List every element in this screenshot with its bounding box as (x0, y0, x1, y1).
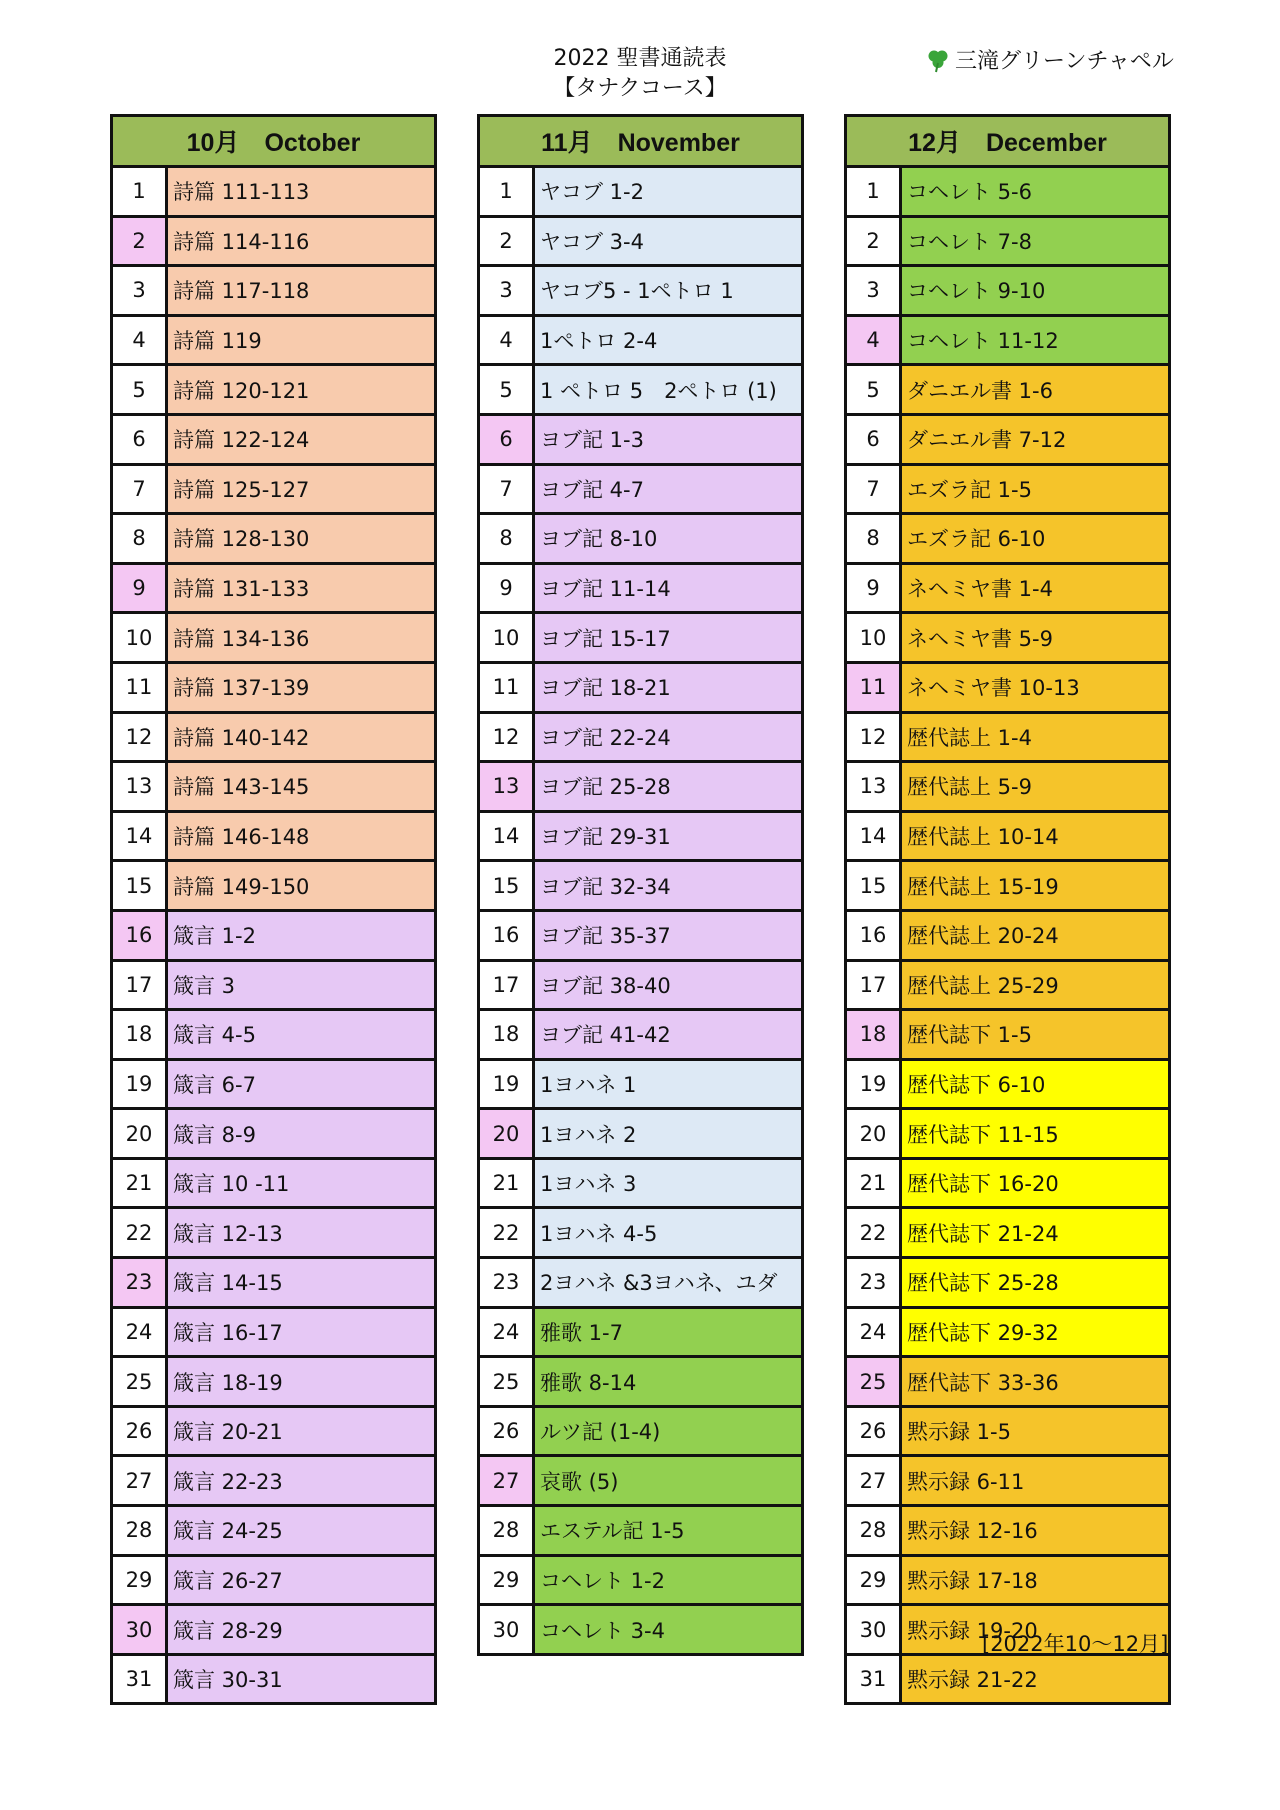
table-row (480, 614, 801, 664)
reading-rows (480, 168, 801, 1653)
reading-passage: 1ヨハネ 3 (535, 1160, 801, 1207)
reading-passage: 詩篇 137-139 (168, 664, 434, 711)
day-number: 20 (113, 1110, 168, 1157)
day-number: 22 (847, 1209, 902, 1256)
day-number: 28 (113, 1507, 168, 1554)
day-number: 7 (113, 466, 168, 513)
reading-passage: ヨブ記 1-3 (535, 416, 801, 463)
church-name-text: 三滝グリーンチャペル (955, 49, 1174, 74)
day-number: 14 (847, 813, 902, 860)
table-row (480, 565, 801, 615)
day-number: 16 (113, 912, 168, 959)
table-row (113, 714, 434, 764)
table-row (113, 366, 434, 416)
day-number: 10 (480, 614, 535, 661)
reading-passage: 箴言 6-7 (168, 1061, 434, 1108)
day-number: 19 (480, 1061, 535, 1108)
day-number: 18 (480, 1011, 535, 1058)
table-row (480, 1259, 801, 1309)
day-number: 22 (480, 1209, 535, 1256)
table-row (847, 664, 1168, 714)
day-number: 23 (480, 1259, 535, 1306)
day-number: 13 (113, 763, 168, 810)
reading-passage: 箴言 10 -11 (168, 1160, 434, 1207)
table-row (113, 763, 434, 813)
day-number: 29 (113, 1557, 168, 1604)
title-line-2: 【タナクコース】 (553, 76, 727, 101)
table-row (113, 1309, 434, 1359)
day-number: 22 (113, 1209, 168, 1256)
table-row (480, 267, 801, 317)
day-number: 1 (480, 168, 535, 215)
table-row (480, 714, 801, 764)
day-number: 12 (113, 714, 168, 761)
table-row (847, 1011, 1168, 1061)
day-number: 12 (480, 714, 535, 761)
table-row (480, 912, 801, 962)
day-number: 21 (847, 1160, 902, 1207)
reading-passage: 黙示録 6-11 (902, 1457, 1168, 1504)
reading-passage: ヤコブ 3-4 (535, 218, 801, 265)
table-row (480, 1457, 801, 1507)
reading-passage: ヨブ記 11-14 (535, 565, 801, 612)
reading-passage: 箴言 18-19 (168, 1358, 434, 1405)
day-number: 4 (480, 317, 535, 364)
month-header: 10月 October (113, 117, 434, 168)
day-number: 30 (847, 1606, 902, 1653)
table-row (847, 1507, 1168, 1557)
table-row (113, 1259, 434, 1309)
table-row (847, 515, 1168, 565)
table-row (113, 515, 434, 565)
reading-passage: 詩篇 122-124 (168, 416, 434, 463)
reading-passage: ヨブ記 35-37 (535, 912, 801, 959)
day-number: 6 (847, 416, 902, 463)
reading-passage: ヤコブ5 - 1ペトロ 1 (535, 267, 801, 314)
reading-passage: 箴言 8-9 (168, 1110, 434, 1157)
day-number: 26 (847, 1408, 902, 1455)
reading-passage: 1 ペトロ 5 2ペトロ (1) (535, 366, 801, 413)
table-row (480, 168, 801, 218)
table-row (847, 416, 1168, 466)
reading-passage: コヘレト 1-2 (535, 1557, 801, 1604)
reading-passage: 歴代誌上 25-29 (902, 962, 1168, 1009)
table-row (847, 763, 1168, 813)
day-number: 21 (113, 1160, 168, 1207)
table-row (113, 1606, 434, 1656)
reading-passage: 詩篇 120-121 (168, 366, 434, 413)
reading-passage: コヘレト 5-6 (902, 168, 1168, 215)
reading-passage: ヤコブ 1-2 (535, 168, 801, 215)
reading-passage: 1ヨハネ 2 (535, 1110, 801, 1157)
reading-passage: 歴代誌下 25-28 (902, 1259, 1168, 1306)
day-number: 31 (847, 1656, 902, 1703)
day-number: 9 (480, 565, 535, 612)
day-number: 25 (847, 1358, 902, 1405)
month-header: 12月 December (847, 117, 1168, 168)
reading-passage: ネヘミヤ書 1-4 (902, 565, 1168, 612)
reading-passage: 歴代誌上 1-4 (902, 714, 1168, 761)
table-row (480, 416, 801, 466)
day-number: 16 (480, 912, 535, 959)
reading-passage: コヘレト 7-8 (902, 218, 1168, 265)
day-number: 2 (847, 218, 902, 265)
reading-passage: ヨブ記 15-17 (535, 614, 801, 661)
reading-passage: 歴代誌下 21-24 (902, 1209, 1168, 1256)
day-number: 5 (113, 366, 168, 413)
reading-passage: 詩篇 125-127 (168, 466, 434, 513)
reading-passage: 箴言 4-5 (168, 1011, 434, 1058)
day-number: 25 (113, 1358, 168, 1405)
reading-passage: 箴言 3 (168, 962, 434, 1009)
day-number: 2 (480, 218, 535, 265)
table-row (847, 317, 1168, 367)
day-number: 27 (113, 1457, 168, 1504)
reading-passage: 1ヨハネ 1 (535, 1061, 801, 1108)
reading-passage: 歴代誌上 10-14 (902, 813, 1168, 860)
day-number: 18 (847, 1011, 902, 1058)
day-number: 30 (480, 1606, 535, 1653)
period-footer: [2022年10～12月] (982, 1632, 1169, 1656)
day-number: 7 (480, 466, 535, 513)
table-row (847, 1309, 1168, 1359)
reading-passage: 詩篇 111-113 (168, 168, 434, 215)
day-number: 12 (847, 714, 902, 761)
reading-passage: ネヘミヤ書 10-13 (902, 664, 1168, 711)
day-number: 14 (113, 813, 168, 860)
day-number: 25 (480, 1358, 535, 1405)
reading-passage: 詩篇 128-130 (168, 515, 434, 562)
day-number: 20 (847, 1110, 902, 1157)
table-row (113, 862, 434, 912)
reading-passage: 箴言 28-29 (168, 1606, 434, 1653)
day-number: 19 (113, 1061, 168, 1108)
table-row (113, 218, 434, 268)
table-row (480, 763, 801, 813)
month-table-december (844, 114, 1171, 1705)
reading-passage: 詩篇 146-148 (168, 813, 434, 860)
reading-passage: コヘレト 3-4 (535, 1606, 801, 1653)
reading-rows (847, 168, 1168, 1702)
table-row (847, 1209, 1168, 1259)
reading-passage: 箴言 1-2 (168, 912, 434, 959)
reading-passage: ルツ記 (1-4) (535, 1408, 801, 1455)
table-row (847, 1457, 1168, 1507)
day-number: 15 (113, 862, 168, 909)
reading-passage: 黙示録 21-22 (902, 1656, 1168, 1703)
reading-passage: ヨブ記 22-24 (535, 714, 801, 761)
table-row (113, 168, 434, 218)
reading-passage: 詩篇 140-142 (168, 714, 434, 761)
reading-passage: 黙示録 19-20 (902, 1606, 1168, 1653)
reading-passage: 歴代誌下 33-36 (902, 1358, 1168, 1405)
reading-passage: 箴言 16-17 (168, 1309, 434, 1356)
month-table-november (477, 114, 804, 1656)
reading-passage: 歴代誌下 11-15 (902, 1110, 1168, 1157)
day-number: 30 (113, 1606, 168, 1653)
day-number: 24 (113, 1309, 168, 1356)
table-row (480, 1358, 801, 1408)
day-number: 1 (847, 168, 902, 215)
day-number: 14 (480, 813, 535, 860)
day-number: 1 (113, 168, 168, 215)
table-row (847, 1557, 1168, 1607)
table-row (480, 962, 801, 1012)
reading-passage: 1ペトロ 2-4 (535, 317, 801, 364)
table-row (113, 1457, 434, 1507)
reading-passage: 歴代誌上 5-9 (902, 763, 1168, 810)
title-line-1: 2022 聖書通読表 (553, 46, 727, 71)
reading-passage: 歴代誌上 15-19 (902, 862, 1168, 909)
reading-passage: ヨブ記 8-10 (535, 515, 801, 562)
table-row (847, 1656, 1168, 1703)
day-number: 19 (847, 1061, 902, 1108)
reading-passage: 雅歌 1-7 (535, 1309, 801, 1356)
reading-passage: エズラ記 1-5 (902, 466, 1168, 513)
table-row (847, 1358, 1168, 1408)
reading-passage: 哀歌 (5) (535, 1457, 801, 1504)
day-number: 28 (847, 1507, 902, 1554)
table-row (480, 664, 801, 714)
table-row (480, 1507, 801, 1557)
table-row (480, 1110, 801, 1160)
clover-icon (925, 47, 951, 73)
table-row (480, 1160, 801, 1210)
day-number: 26 (113, 1408, 168, 1455)
reading-passage: 箴言 12-13 (168, 1209, 434, 1256)
table-row (113, 664, 434, 714)
day-number: 21 (480, 1160, 535, 1207)
day-number: 10 (847, 614, 902, 661)
table-row (847, 862, 1168, 912)
table-row (113, 1011, 434, 1061)
reading-passage: 詩篇 117-118 (168, 267, 434, 314)
reading-passage: コヘレト 11-12 (902, 317, 1168, 364)
table-row (480, 218, 801, 268)
reading-passage: 箴言 26-27 (168, 1557, 434, 1604)
day-number: 13 (847, 763, 902, 810)
day-number: 15 (847, 862, 902, 909)
day-number: 24 (847, 1309, 902, 1356)
day-number: 27 (480, 1457, 535, 1504)
day-number: 9 (113, 565, 168, 612)
reading-passage: 歴代誌下 1-5 (902, 1011, 1168, 1058)
reading-passage: 詩篇 114-116 (168, 218, 434, 265)
day-number: 11 (480, 664, 535, 711)
table-row (113, 466, 434, 516)
day-number: 10 (113, 614, 168, 661)
day-number: 29 (480, 1557, 535, 1604)
day-number: 2 (113, 218, 168, 265)
reading-passage: 黙示録 17-18 (902, 1557, 1168, 1604)
day-number: 9 (847, 565, 902, 612)
document-title (490, 44, 790, 104)
table-row (480, 466, 801, 516)
table-row (480, 1061, 801, 1111)
table-row (847, 962, 1168, 1012)
day-number: 5 (847, 366, 902, 413)
table-row (480, 1309, 801, 1359)
table-row (113, 1358, 434, 1408)
table-row (480, 862, 801, 912)
reading-passage: 歴代誌下 16-20 (902, 1160, 1168, 1207)
day-number: 26 (480, 1408, 535, 1455)
day-number: 27 (847, 1457, 902, 1504)
reading-passage: 歴代誌下 29-32 (902, 1309, 1168, 1356)
table-row (847, 218, 1168, 268)
table-row (847, 168, 1168, 218)
table-row (847, 366, 1168, 416)
day-number: 17 (847, 962, 902, 1009)
month-header: 11月 November (480, 117, 801, 168)
reading-passage: ヨブ記 4-7 (535, 466, 801, 513)
day-number: 15 (480, 862, 535, 909)
table-row (113, 1061, 434, 1111)
reading-passage: ダニエル書 7-12 (902, 416, 1168, 463)
reading-passage: ダニエル書 1-6 (902, 366, 1168, 413)
table-row (847, 912, 1168, 962)
reading-passage: 歴代誌下 6-10 (902, 1061, 1168, 1108)
table-row (847, 614, 1168, 664)
church-name (925, 44, 1174, 75)
day-number: 5 (480, 366, 535, 413)
day-number: 3 (847, 267, 902, 314)
table-row (113, 1507, 434, 1557)
reading-passage: 詩篇 119 (168, 317, 434, 364)
day-number: 17 (113, 962, 168, 1009)
table-row (480, 1557, 801, 1607)
day-number: 11 (113, 664, 168, 711)
day-number: 6 (113, 416, 168, 463)
reading-passage: 箴言 24-25 (168, 1507, 434, 1554)
month-table-october (110, 114, 437, 1705)
table-row (847, 714, 1168, 764)
table-row (480, 1209, 801, 1259)
day-number: 16 (847, 912, 902, 959)
reading-passage: コヘレト 9-10 (902, 267, 1168, 314)
day-number: 7 (847, 466, 902, 513)
table-row (113, 614, 434, 664)
reading-passage: ヨブ記 32-34 (535, 862, 801, 909)
table-row (113, 565, 434, 615)
day-number: 8 (113, 515, 168, 562)
reading-passage: ネヘミヤ書 5-9 (902, 614, 1168, 661)
reading-passage: 箴言 30-31 (168, 1656, 434, 1703)
reading-passage: 歴代誌上 20-24 (902, 912, 1168, 959)
day-number: 3 (480, 267, 535, 314)
reading-passage: エズラ記 6-10 (902, 515, 1168, 562)
day-number: 6 (480, 416, 535, 463)
table-row (847, 1408, 1168, 1458)
reading-passage: 黙示録 1-5 (902, 1408, 1168, 1455)
table-row (113, 416, 434, 466)
reading-passage: 詩篇 134-136 (168, 614, 434, 661)
table-row (113, 912, 434, 962)
table-row (480, 813, 801, 863)
table-row (480, 366, 801, 416)
reading-passage: 箴言 22-23 (168, 1457, 434, 1504)
table-row (113, 1209, 434, 1259)
reading-passage: ヨブ記 41-42 (535, 1011, 801, 1058)
reading-passage: 箴言 14-15 (168, 1259, 434, 1306)
table-row (847, 1160, 1168, 1210)
day-number: 24 (480, 1309, 535, 1356)
table-row (847, 1259, 1168, 1309)
day-number: 4 (847, 317, 902, 364)
table-row (847, 466, 1168, 516)
reading-passage: 詩篇 143-145 (168, 763, 434, 810)
day-number: 8 (847, 515, 902, 562)
reading-passage: ヨブ記 25-28 (535, 763, 801, 810)
reading-passage: ヨブ記 38-40 (535, 962, 801, 1009)
table-row (480, 1606, 801, 1653)
day-number: 20 (480, 1110, 535, 1157)
table-row (113, 962, 434, 1012)
reading-rows (113, 168, 434, 1702)
reading-passage: 詩篇 149-150 (168, 862, 434, 909)
day-number: 3 (113, 267, 168, 314)
reading-passage: 1ヨハネ 4-5 (535, 1209, 801, 1256)
day-number: 28 (480, 1507, 535, 1554)
day-number: 11 (847, 664, 902, 711)
day-number: 31 (113, 1656, 168, 1703)
day-number: 4 (113, 317, 168, 364)
table-row (113, 813, 434, 863)
reading-passage: 黙示録 12-16 (902, 1507, 1168, 1554)
table-row (847, 1110, 1168, 1160)
table-row (113, 267, 434, 317)
day-number: 13 (480, 763, 535, 810)
day-number: 18 (113, 1011, 168, 1058)
reading-passage: ヨブ記 29-31 (535, 813, 801, 860)
day-number: 17 (480, 962, 535, 1009)
table-row (480, 515, 801, 565)
reading-passage: 箴言 20-21 (168, 1408, 434, 1455)
table-row (847, 813, 1168, 863)
table-row (113, 1557, 434, 1607)
table-row (480, 1011, 801, 1061)
day-number: 23 (847, 1259, 902, 1306)
table-row (113, 317, 434, 367)
day-number: 29 (847, 1557, 902, 1604)
reading-passage: 雅歌 8-14 (535, 1358, 801, 1405)
reading-passage: 詩篇 131-133 (168, 565, 434, 612)
table-row (480, 1408, 801, 1458)
table-row (847, 1061, 1168, 1111)
table-row (847, 267, 1168, 317)
table-row (847, 565, 1168, 615)
day-number: 8 (480, 515, 535, 562)
reading-passage: 2ヨハネ &3ヨハネ、ユダ (535, 1259, 801, 1306)
table-row (113, 1110, 434, 1160)
day-number: 23 (113, 1259, 168, 1306)
table-row (113, 1656, 434, 1703)
reading-passage: ヨブ記 18-21 (535, 664, 801, 711)
table-row (113, 1408, 434, 1458)
table-row (113, 1160, 434, 1210)
table-row (480, 317, 801, 367)
reading-passage: エステル記 1-5 (535, 1507, 801, 1554)
